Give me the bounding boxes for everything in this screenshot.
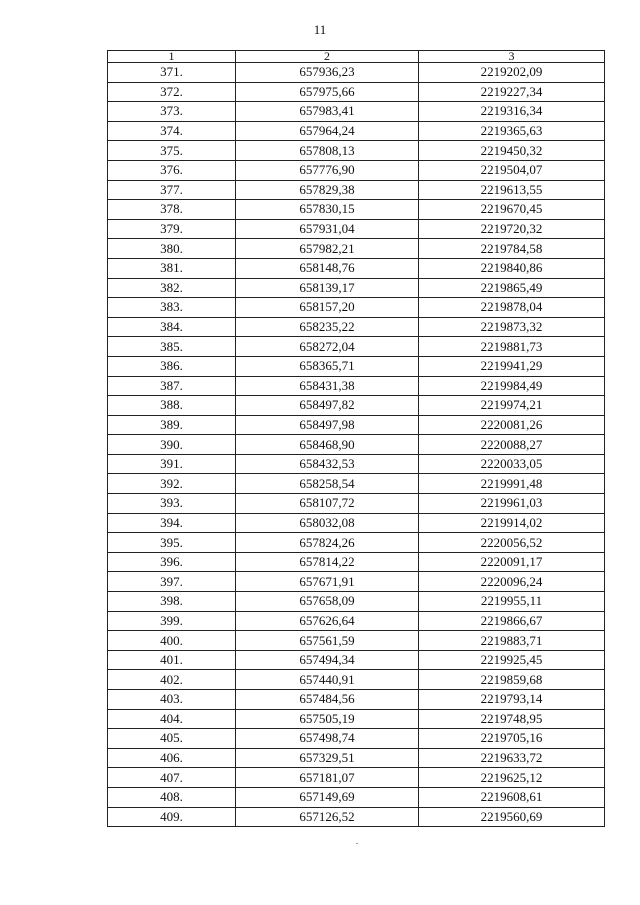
point-number-cell: 383. (108, 298, 236, 318)
y-coordinate-cell: 2219227,34 (419, 82, 605, 102)
point-number-cell: 376. (108, 160, 236, 180)
x-coordinate-cell: 657440,91 (236, 670, 419, 690)
y-coordinate-cell: 2219784,58 (419, 239, 605, 259)
point-number-cell: 392. (108, 474, 236, 494)
table-row (108, 376, 605, 396)
y-coordinate-cell: 2219955,11 (419, 592, 605, 612)
column-header-2: 2 (236, 51, 419, 63)
y-coordinate-cell: 2219961,03 (419, 494, 605, 514)
x-coordinate-cell: 657126,52 (236, 807, 419, 827)
x-coordinate-cell: 657964,24 (236, 121, 419, 141)
x-coordinate-cell: 657149,69 (236, 787, 419, 807)
table-row (108, 787, 605, 807)
y-coordinate-cell: 2219202,09 (419, 63, 605, 83)
y-coordinate-cell: 2219840,86 (419, 258, 605, 278)
x-coordinate-cell: 658497,98 (236, 415, 419, 435)
x-coordinate-cell: 658365,71 (236, 356, 419, 376)
x-coordinate-cell: 657814,22 (236, 552, 419, 572)
point-number-cell: 393. (108, 494, 236, 514)
y-coordinate-cell: 2219613,55 (419, 180, 605, 200)
y-coordinate-cell: 2219878,04 (419, 298, 605, 318)
point-number-cell: 398. (108, 592, 236, 612)
point-number-cell: 372. (108, 82, 236, 102)
x-coordinate-cell: 658032,08 (236, 513, 419, 533)
table-row (108, 63, 605, 83)
table-row (108, 474, 605, 494)
y-coordinate-cell: 2220091,17 (419, 552, 605, 572)
footer-mark (356, 843, 358, 844)
x-coordinate-cell: 658139,17 (236, 278, 419, 298)
y-coordinate-cell: 2219450,32 (419, 141, 605, 161)
table-body (108, 63, 605, 827)
table-row (108, 494, 605, 514)
y-coordinate-cell: 2219866,67 (419, 611, 605, 631)
table-row (108, 200, 605, 220)
column-header-3: 3 (419, 51, 605, 63)
y-coordinate-cell: 2220096,24 (419, 572, 605, 592)
table-row (108, 552, 605, 572)
point-number-cell: 401. (108, 650, 236, 670)
point-number-cell: 405. (108, 729, 236, 749)
table-row (108, 729, 605, 749)
table-row (108, 415, 605, 435)
y-coordinate-cell: 2219991,48 (419, 474, 605, 494)
page-number: 11 (313, 22, 327, 37)
x-coordinate-cell: 657830,15 (236, 200, 419, 220)
table-row (108, 102, 605, 122)
x-coordinate-cell: 657829,38 (236, 180, 419, 200)
y-coordinate-cell: 2219925,45 (419, 650, 605, 670)
point-number-cell: 373. (108, 102, 236, 122)
x-coordinate-cell: 657658,09 (236, 592, 419, 612)
point-number-cell: 408. (108, 787, 236, 807)
table-header-row (108, 51, 605, 63)
x-coordinate-cell: 658431,38 (236, 376, 419, 396)
point-number-cell: 404. (108, 709, 236, 729)
x-coordinate-cell: 657983,41 (236, 102, 419, 122)
point-number-cell: 403. (108, 690, 236, 710)
y-coordinate-cell: 2219670,45 (419, 200, 605, 220)
y-coordinate-cell: 2219705,16 (419, 729, 605, 749)
table-row (108, 337, 605, 357)
table-row (108, 160, 605, 180)
x-coordinate-cell: 658148,76 (236, 258, 419, 278)
point-number-cell: 406. (108, 748, 236, 768)
table-row (108, 690, 605, 710)
y-coordinate-cell: 2220033,05 (419, 454, 605, 474)
table-row (108, 278, 605, 298)
table-row (108, 709, 605, 729)
point-number-cell: 371. (108, 63, 236, 83)
point-number-cell: 402. (108, 670, 236, 690)
table-row (108, 592, 605, 612)
table-row (108, 572, 605, 592)
x-coordinate-cell: 657824,26 (236, 533, 419, 553)
y-coordinate-cell: 2219914,02 (419, 513, 605, 533)
x-coordinate-cell: 658272,04 (236, 337, 419, 357)
x-coordinate-cell: 658107,72 (236, 494, 419, 514)
x-coordinate-cell: 657498,74 (236, 729, 419, 749)
x-coordinate-cell: 658258,54 (236, 474, 419, 494)
x-coordinate-cell: 657671,91 (236, 572, 419, 592)
y-coordinate-cell: 2219748,95 (419, 709, 605, 729)
point-number-cell: 397. (108, 572, 236, 592)
table-row (108, 239, 605, 259)
point-number-cell: 384. (108, 317, 236, 337)
y-coordinate-cell: 2219365,63 (419, 121, 605, 141)
y-coordinate-cell: 2219625,12 (419, 768, 605, 788)
table-row (108, 317, 605, 337)
x-coordinate-cell: 657181,07 (236, 768, 419, 788)
y-coordinate-cell: 2220056,52 (419, 533, 605, 553)
y-coordinate-cell: 2220088,27 (419, 435, 605, 455)
point-number-cell: 396. (108, 552, 236, 572)
x-coordinate-cell: 657494,34 (236, 650, 419, 670)
table-header (108, 51, 605, 63)
table-row (108, 82, 605, 102)
table-row (108, 356, 605, 376)
coordinates-table (107, 50, 605, 827)
y-coordinate-cell: 2219793,14 (419, 690, 605, 710)
point-number-cell: 409. (108, 807, 236, 827)
table-row (108, 141, 605, 161)
table-row (108, 298, 605, 318)
point-number-cell: 390. (108, 435, 236, 455)
y-coordinate-cell: 2219560,69 (419, 807, 605, 827)
y-coordinate-cell: 2219883,71 (419, 631, 605, 651)
point-number-cell: 377. (108, 180, 236, 200)
x-coordinate-cell: 657484,56 (236, 690, 419, 710)
x-coordinate-cell: 657626,64 (236, 611, 419, 631)
x-coordinate-cell: 657982,21 (236, 239, 419, 259)
x-coordinate-cell: 658157,20 (236, 298, 419, 318)
y-coordinate-cell: 2219859,68 (419, 670, 605, 690)
table-row (108, 533, 605, 553)
point-number-cell: 385. (108, 337, 236, 357)
y-coordinate-cell: 2219608,61 (419, 787, 605, 807)
x-coordinate-cell: 657936,23 (236, 63, 419, 83)
x-coordinate-cell: 658235,22 (236, 317, 419, 337)
x-coordinate-cell: 657931,04 (236, 219, 419, 239)
point-number-cell: 407. (108, 768, 236, 788)
y-coordinate-cell: 2219941,29 (419, 356, 605, 376)
x-coordinate-cell: 657505,19 (236, 709, 419, 729)
point-number-cell: 388. (108, 396, 236, 416)
point-number-cell: 379. (108, 219, 236, 239)
point-number-cell: 375. (108, 141, 236, 161)
y-coordinate-cell: 2219873,32 (419, 317, 605, 337)
table-row (108, 121, 605, 141)
x-coordinate-cell: 657776,90 (236, 160, 419, 180)
y-coordinate-cell: 2219316,34 (419, 102, 605, 122)
y-coordinate-cell: 2219881,73 (419, 337, 605, 357)
table-row (108, 454, 605, 474)
y-coordinate-cell: 2219984,49 (419, 376, 605, 396)
y-coordinate-cell: 2219974,21 (419, 396, 605, 416)
point-number-cell: 378. (108, 200, 236, 220)
point-number-cell: 380. (108, 239, 236, 259)
x-coordinate-cell: 658432,53 (236, 454, 419, 474)
table-row (108, 258, 605, 278)
column-header-1: 1 (108, 51, 236, 63)
x-coordinate-cell: 658468,90 (236, 435, 419, 455)
x-coordinate-cell: 658497,82 (236, 396, 419, 416)
y-coordinate-cell: 2219720,32 (419, 219, 605, 239)
point-number-cell: 389. (108, 415, 236, 435)
x-coordinate-cell: 657808,13 (236, 141, 419, 161)
table-row (108, 748, 605, 768)
table-row (108, 650, 605, 670)
point-number-cell: 394. (108, 513, 236, 533)
y-coordinate-cell: 2220081,26 (419, 415, 605, 435)
table-row (108, 611, 605, 631)
x-coordinate-cell: 657329,51 (236, 748, 419, 768)
y-coordinate-cell: 2219633,72 (419, 748, 605, 768)
point-number-cell: 374. (108, 121, 236, 141)
point-number-cell: 382. (108, 278, 236, 298)
point-number-cell: 381. (108, 258, 236, 278)
x-coordinate-cell: 657975,66 (236, 82, 419, 102)
table-row (108, 513, 605, 533)
point-number-cell: 386. (108, 356, 236, 376)
point-number-cell: 400. (108, 631, 236, 651)
table-row (108, 435, 605, 455)
table-row (108, 219, 605, 239)
point-number-cell: 391. (108, 454, 236, 474)
table-row (108, 768, 605, 788)
table-row (108, 180, 605, 200)
point-number-cell: 387. (108, 376, 236, 396)
y-coordinate-cell: 2219865,49 (419, 278, 605, 298)
table-row (108, 670, 605, 690)
table-row (108, 396, 605, 416)
y-coordinate-cell: 2219504,07 (419, 160, 605, 180)
table-row (108, 631, 605, 651)
x-coordinate-cell: 657561,59 (236, 631, 419, 651)
point-number-cell: 399. (108, 611, 236, 631)
table-row (108, 807, 605, 827)
point-number-cell: 395. (108, 533, 236, 553)
